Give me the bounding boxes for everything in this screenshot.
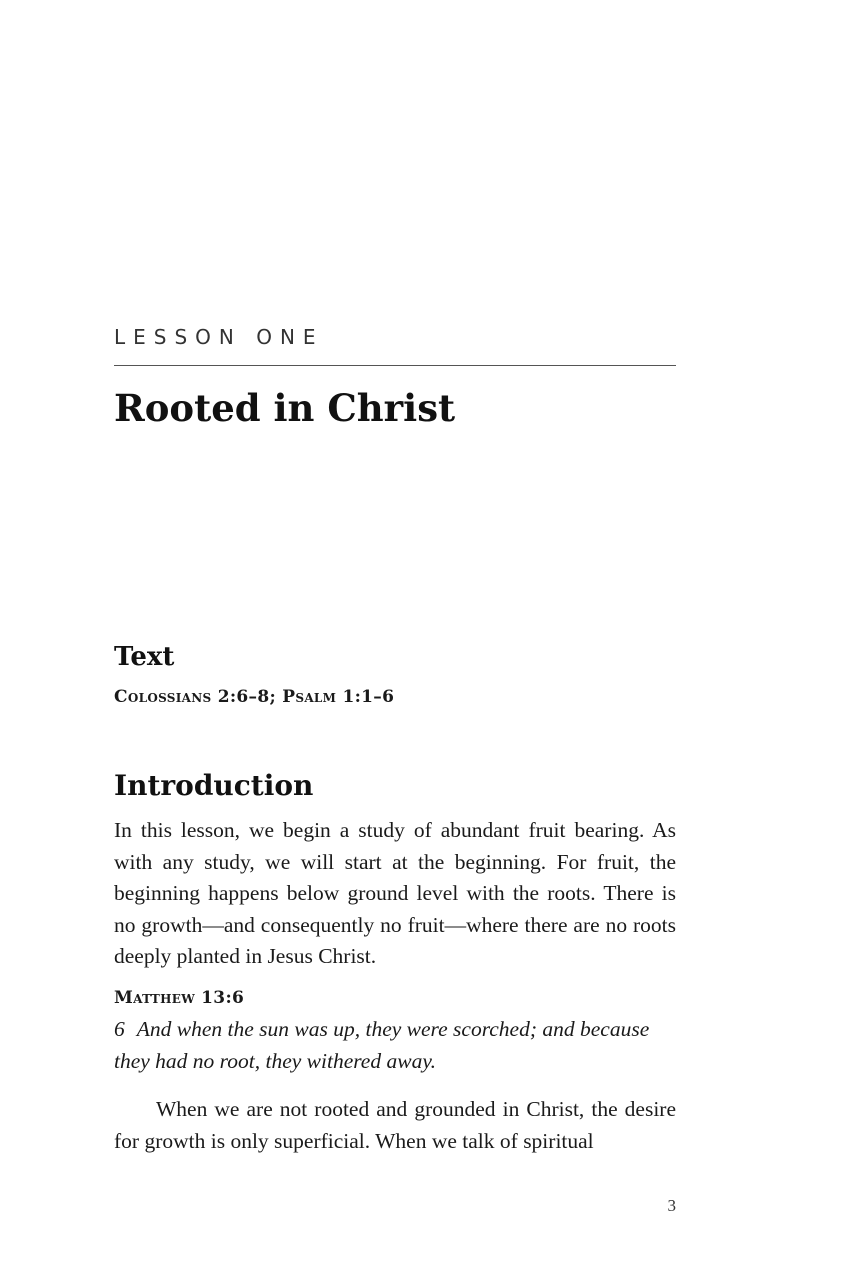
- introduction-paragraph: In this lesson, we begin a study of abundant fruit bearing. As with any study, we will start at the beginning. For fruit, the beginning happens below ground level with the roots. There is no growth—and consequently no fruit—where there are no roots deeply planted in Jesus Christ.: [114, 818, 676, 968]
- text-heading: Text: [114, 642, 175, 672]
- verse-number: 6: [114, 1017, 125, 1041]
- continuation-paragraph: When we are not rooted and grounded in Christ, the desire for growth is only superficial. When we talk of spiritual: [114, 1097, 676, 1153]
- introduction-heading: Introduction: [114, 769, 314, 802]
- lesson-title: Rooted in Christ: [114, 386, 456, 430]
- lesson-label: LESSON ONE: [114, 325, 324, 349]
- header-divider: [114, 365, 676, 366]
- scripture-reference: Matthew 13:6: [114, 988, 245, 1008]
- verse-text: And when the sun was up, they were scorched; and because they had no root, they withered away.: [114, 1017, 650, 1073]
- scripture-verse: [114, 1014, 676, 1077]
- page-number: 3: [667, 1196, 676, 1215]
- text-reference: Colossians 2:6–8; Psalm 1:1–6: [114, 687, 395, 707]
